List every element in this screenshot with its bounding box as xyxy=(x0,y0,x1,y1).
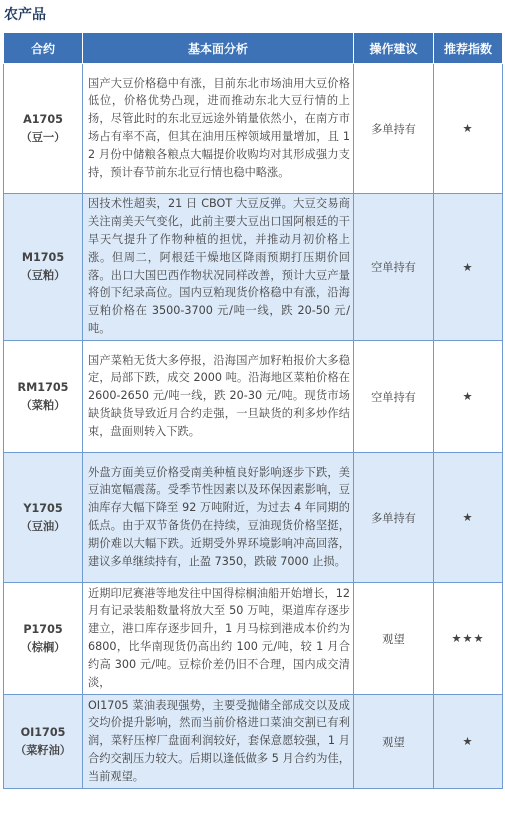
contract-cell xyxy=(4,583,83,695)
analysis-cell: 国产菜粕无货大多停报，沿海国产加籽粕报价大多稳定，局部下跌，成交 2000 吨。沿海地区菜粕价格在 2600-2650 元/吨一线，跌 20-30 元/吨。现货市场缺货缺货导致近月合约走强，一旦缺货的利多炒作结束，盘面则转入下跌。 xyxy=(83,341,354,453)
contract-cell xyxy=(4,64,83,194)
table-row xyxy=(4,194,503,341)
rating-stars: ★ xyxy=(434,341,503,453)
contract-name: （棕榈） xyxy=(20,640,66,654)
contract-cell xyxy=(4,194,83,341)
contract-cell xyxy=(4,695,83,789)
contract-cell xyxy=(4,453,83,583)
table-row xyxy=(4,341,503,453)
rating-stars: ★ xyxy=(434,64,503,194)
contract-cell xyxy=(4,341,83,453)
contract-code: M1705 xyxy=(21,251,65,264)
table-row xyxy=(4,695,503,789)
advice-cell: 多单持有 xyxy=(354,64,434,194)
contract-code: OI1705 xyxy=(20,725,66,739)
section-title: 农产品 xyxy=(4,7,46,23)
rating-stars: ★ xyxy=(434,453,503,583)
table-row xyxy=(4,583,503,695)
table-row xyxy=(4,64,503,194)
contract-code: P1705 xyxy=(23,622,63,636)
header-rating: 推荐指数 xyxy=(434,33,503,64)
analysis-cell: 外盘方面美豆价格受南美种植良好影响逐步下跌，美豆油宽幅震荡。受季节性因素以及环保因素影响，豆油库存大幅下降至 92 万吨附近，为过去 4 年同期的低点。由于双节备货仍在持续，豆油现货价格坚挺，期价难以大幅下跌。近期受外界环境影响冲高回落，建议多单继续持有，止盈 7350，跌破 7000 止损。 xyxy=(83,453,354,583)
rating-stars: ★ xyxy=(434,194,503,341)
advice-cell: 空单持有 xyxy=(354,341,434,453)
table-row xyxy=(4,453,503,583)
advice-cell: 多单持有 xyxy=(354,453,434,583)
analysis-cell: 国产大豆价格稳中有涨，目前东北市场油用大豆价格低位，价格优势凸现，进而推动东北大豆行情的上扬，尽管此时的东北豆远途外销量依然小，在南方市场占有率不高，但其在油用压榨领域用量增加，且 12 月份中储粮各粮点大幅提价收购均对其形成强力支持，预计春节前东北豆行情也稳中略涨。 xyxy=(83,64,354,194)
contract-name: （菜粕） xyxy=(20,398,66,412)
analysis-cell: 近期印尼赛港等地发往中国得棕榈油船开始增长，12 月有记录装船数量将放大至 50 万吨，渠道库存逐步建立，港口库存逐步回升，1 月马棕到港成本价约为 6800，比华南现货仍高出约 100 元/吨，较 1 月合约高 300 元/吨。豆棕价差仍旧不合理，国内成交清淡， xyxy=(83,583,354,695)
contract-name: （菜籽油） xyxy=(15,743,71,757)
rating-stars: ★ xyxy=(434,695,503,789)
header-analysis: 基本面分析 xyxy=(83,33,354,64)
contract-code: A1705 xyxy=(23,112,63,126)
advice-cell: 观望 xyxy=(354,583,434,695)
rating-stars: ★★★ xyxy=(434,583,503,695)
contract-code: RM1705 xyxy=(17,380,69,394)
agri-products-table xyxy=(3,32,503,789)
table-header-row xyxy=(4,33,503,64)
advice-cell: 观望 xyxy=(354,695,434,789)
header-advice: 操作建议 xyxy=(354,33,434,64)
advice-cell: 空单持有 xyxy=(354,194,434,341)
header-contract: 合约 xyxy=(4,33,83,64)
contract-name: （豆粕） xyxy=(20,269,66,282)
contract-name: （豆一） xyxy=(20,130,66,144)
contract-name: （豆油） xyxy=(20,519,66,533)
contract-code: Y1705 xyxy=(23,501,63,515)
analysis-cell: 因技术性超卖，21 日 CBOT 大豆反弹。大豆交易商关注南美天气变化，此前主要大豆出口国阿根廷的干旱天气提升了作物种植的担忧，并推动月初价格上涨。但周二，阿根廷干燥地区降雨预期打压期价回落。出口大国巴西作物状况同样改善，预计大豆产量将创下纪录高位。国内豆粕现货价格稳中有涨，沿海豆粕价格在 3500-3700 元/吨一线，跌 20-50 元/吨。 xyxy=(83,194,354,341)
analysis-cell: OI1705 菜油表现强势，主要受抛储全部成交以及成交均价提升影响，然而当前价格进口菜油交割已有利润，菜籽压榨厂盘面利润较好，套保意愿较强，1 月合约交割压力较大。后期以逢低做多 5 月合约为佳，当前观望。 xyxy=(83,695,354,789)
